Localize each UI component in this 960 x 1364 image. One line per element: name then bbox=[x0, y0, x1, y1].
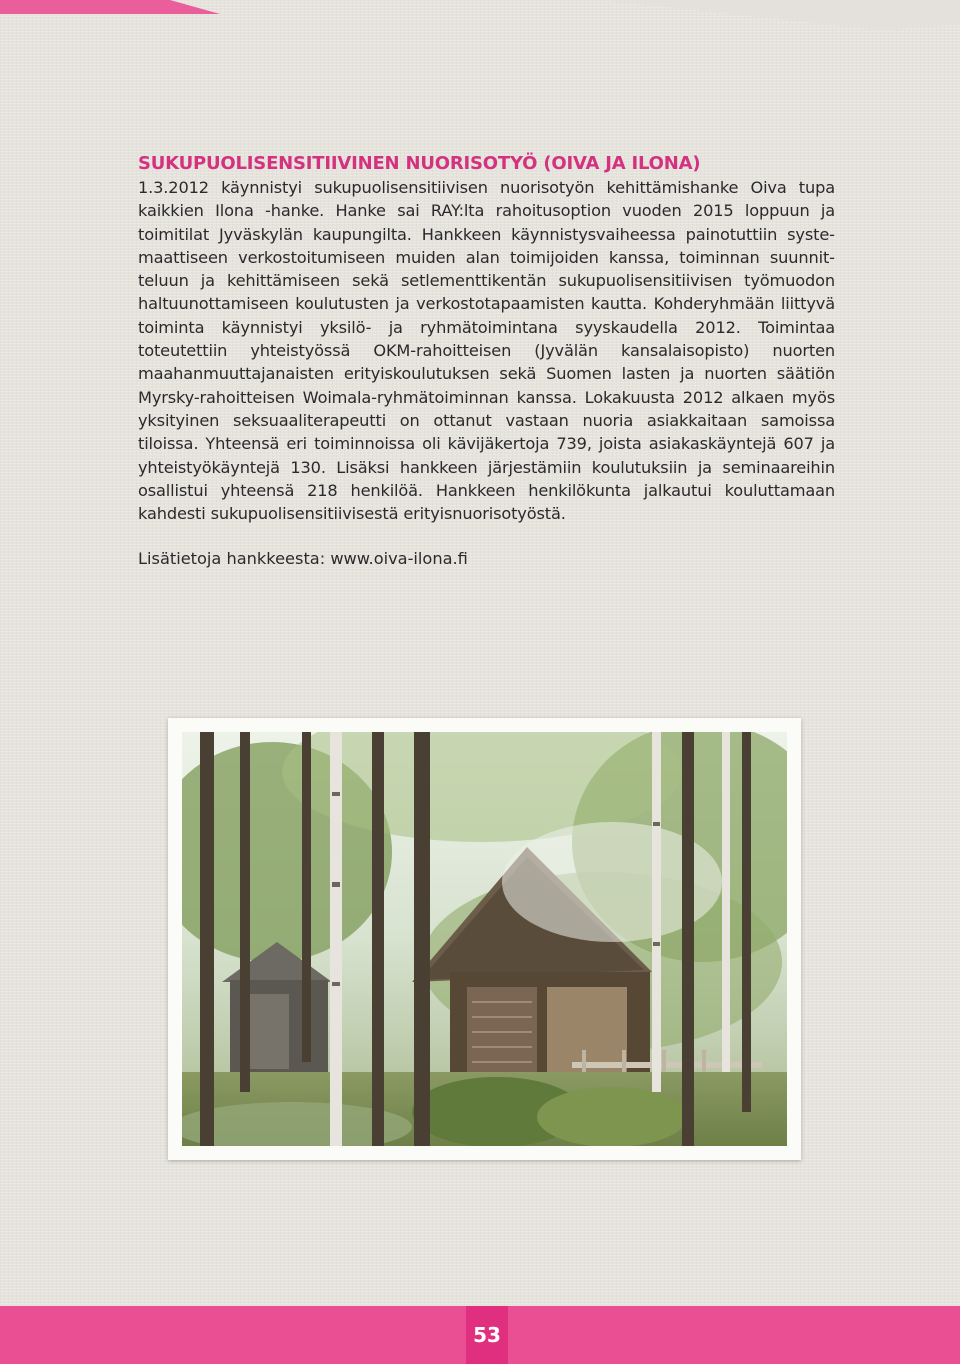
forest-cabin-photo bbox=[182, 732, 787, 1146]
more-info-line: Lisätietoja hankkeesta: www.oiva-ilona.fi bbox=[138, 549, 468, 569]
body-paragraph: 1.3.2012 käynnistyi sukupuolisensitiivisen nuorisotyön kehittämishanke Oiva tupa kaikkien Ilona -hanke. Hanke sai RAY:lta rahoitusoption vuoden 2015 loppuun ja toimitilat Jyväskylän kaupungilta. Hankkeen käynnistysvaiheessa painotuttiin systemaattiseen verkostoitumiseen muiden alan toimijoiden kanssa, toiminnan suunnitteluun ja kehittämiseen sekä setlementtikentän sukupuolisensitiivisen työmuodon haltuunottamiseen koulutusten ja verkostotapaamisten kautta. Kohderyhmään liittyvä toiminta käynnistyi yksilö- ja ryhmätoimintana syyskaudella 2012. Toimintaa toteutettiin yhteistyössä OKM-rahoitteisen (Jyvälän kansalaisopisto) nuorten maahanmuuttajanaisten erityiskoulutuksen sekä Suomen lasten ja nuorten säätiön Myrsky-rahoitteisen Woimala-ryhmätoiminnan kanssa. Lokakuusta 2012 alkaen myös yksityinen seksuaaliterapeutti on ottanut vastaan nuoria asiakkaitaan samoissa tiloissa. Yhteensä eri toiminnoissa oli kävijäkertoja 739, joista asiakaskäyntejä 607 ja yhteistyökäyntejä 130. Lisäksi hankkeen järjestämiin koulutuksiin ja seminaareihin osallistui yhteensä 218 henkilöä. Hankkeen henkilökunta jalkautui kouluttamaan kahdesti sukupuolisensitiivisestä erityisnuorisotyöstä. bbox=[138, 178, 835, 524]
section-heading: SUKUPUOLISENSITIIVINEN NUORISOTYÖ (OIVA JA ILONA) bbox=[138, 153, 701, 174]
photo-frame bbox=[168, 718, 801, 1160]
top-decorative-stripe bbox=[0, 0, 960, 40]
article bbox=[138, 152, 835, 570]
page-number: 53 bbox=[466, 1306, 508, 1364]
